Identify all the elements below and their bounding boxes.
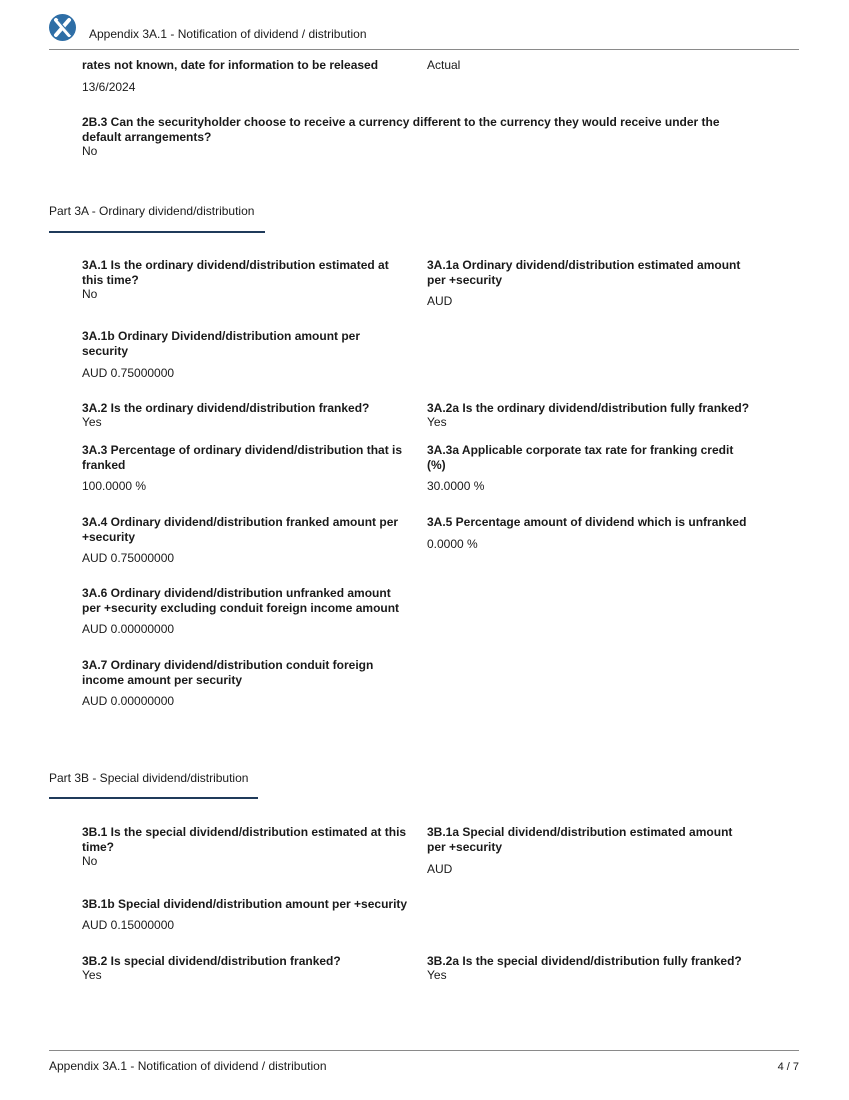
q3b1-value: No [82, 854, 98, 868]
q3b1a-label-line2: per +security [427, 840, 503, 854]
part-3b-title: Part 3B - Special dividend/distribution [49, 771, 249, 785]
q3a3a-label-line1: 3A.3a Applicable corporate tax rate for franking credit [427, 443, 734, 457]
part-3a-title: Part 3A - Ordinary dividend/distribution [49, 204, 255, 218]
rates-date-value: 13/6/2024 [82, 80, 136, 94]
q3a5-label: 3A.5 Percentage amount of dividend which is unfranked [427, 515, 747, 529]
q3a1a-value: AUD [427, 294, 453, 308]
q3a7-label-line2: income amount per security [82, 673, 243, 687]
q3a1-value: No [82, 287, 98, 301]
q3a3-value: 100.0000 % [82, 479, 147, 493]
q3a4-label-line1: 3A.4 Ordinary dividend/distribution franked amount per [82, 515, 399, 529]
q3a4-label-line2: +security [82, 530, 136, 544]
q3a6-label-line1: 3A.6 Ordinary dividend/distribution unfranked amount [82, 586, 391, 600]
q3a3a-label-line2: (%) [427, 458, 446, 472]
q3a7-value: AUD 0.00000000 [82, 694, 175, 708]
footer-title: Appendix 3A.1 - Notification of dividend / distribution [49, 1059, 327, 1073]
q3a6-value: AUD 0.00000000 [82, 622, 175, 636]
q3a3-label-line1: 3A.3 Percentage of ordinary dividend/distribution that is [82, 443, 403, 457]
q2b3-label-line2: default arrangements? [82, 130, 212, 144]
rates-date-label: rates not known, date for information to be released [82, 58, 379, 72]
rates-status-value: Actual [427, 58, 461, 72]
q3a1b-label-line1: 3A.1b Ordinary Dividend/distribution amount per [82, 329, 361, 343]
q3a2-label: 3A.2 Is the ordinary dividend/distribution franked? [82, 401, 370, 415]
q3a2a-value: Yes [427, 415, 447, 429]
q3b2-label: 3B.2 Is special dividend/distribution franked? [82, 954, 341, 968]
q3b1-label-line2: time? [82, 840, 115, 854]
q3a1-label-line2: this time? [82, 273, 139, 287]
q3a1-label-line1: 3A.1 Is the ordinary dividend/distribution estimated at [82, 258, 389, 272]
q3a4-value: AUD 0.75000000 [82, 551, 175, 565]
asx-logo-icon [49, 14, 76, 41]
q3b1-label-line1: 3B.1 Is the special dividend/distribution estimated at this [82, 825, 407, 839]
part-3b-underline [49, 797, 258, 799]
q3a2a-label: 3A.2a Is the ordinary dividend/distribution fully franked? [427, 401, 750, 415]
q3a1a-label-line1: 3A.1a Ordinary dividend/distribution estimated amount [427, 258, 741, 272]
q3a2-value: Yes [82, 415, 102, 429]
q2b3-label-line1: 2B.3 Can the securityholder choose to receive a currency different to the currency they would receive under the [82, 115, 720, 129]
page-number: 4 / 7 [777, 1061, 799, 1073]
q3b2a-value: Yes [427, 968, 447, 982]
part-3a-underline [49, 231, 265, 233]
q3b2a-label: 3B.2a Is the special dividend/distribution fully franked? [427, 954, 742, 968]
header-title: Appendix 3A.1 - Notification of dividend / distribution [89, 27, 367, 41]
q3a1a-label-line2: per +security [427, 273, 503, 287]
q3b1a-label-line1: 3B.1a Special dividend/distribution estimated amount [427, 825, 733, 839]
q3b1b-value: AUD 0.15000000 [82, 918, 175, 932]
q3a6-label-line2: per +security excluding conduit foreign income amount [82, 601, 400, 615]
header-divider [49, 49, 799, 50]
q3b2-value: Yes [82, 968, 102, 982]
q3a7-label-line1: 3A.7 Ordinary dividend/distribution conduit foreign [82, 658, 374, 672]
q3a3a-value: 30.0000 % [427, 479, 485, 493]
footer-divider [49, 1050, 799, 1051]
q3a1b-value: AUD 0.75000000 [82, 366, 175, 380]
q2b3-value: No [82, 144, 98, 158]
q3b1b-label: 3B.1b Special dividend/distribution amount per +security [82, 897, 408, 911]
q3a1b-label-line2: security [82, 344, 129, 358]
q3b1a-value: AUD [427, 862, 453, 876]
q3a3-label-line2: franked [82, 458, 126, 472]
q3a5-value: 0.0000 % [427, 537, 478, 551]
